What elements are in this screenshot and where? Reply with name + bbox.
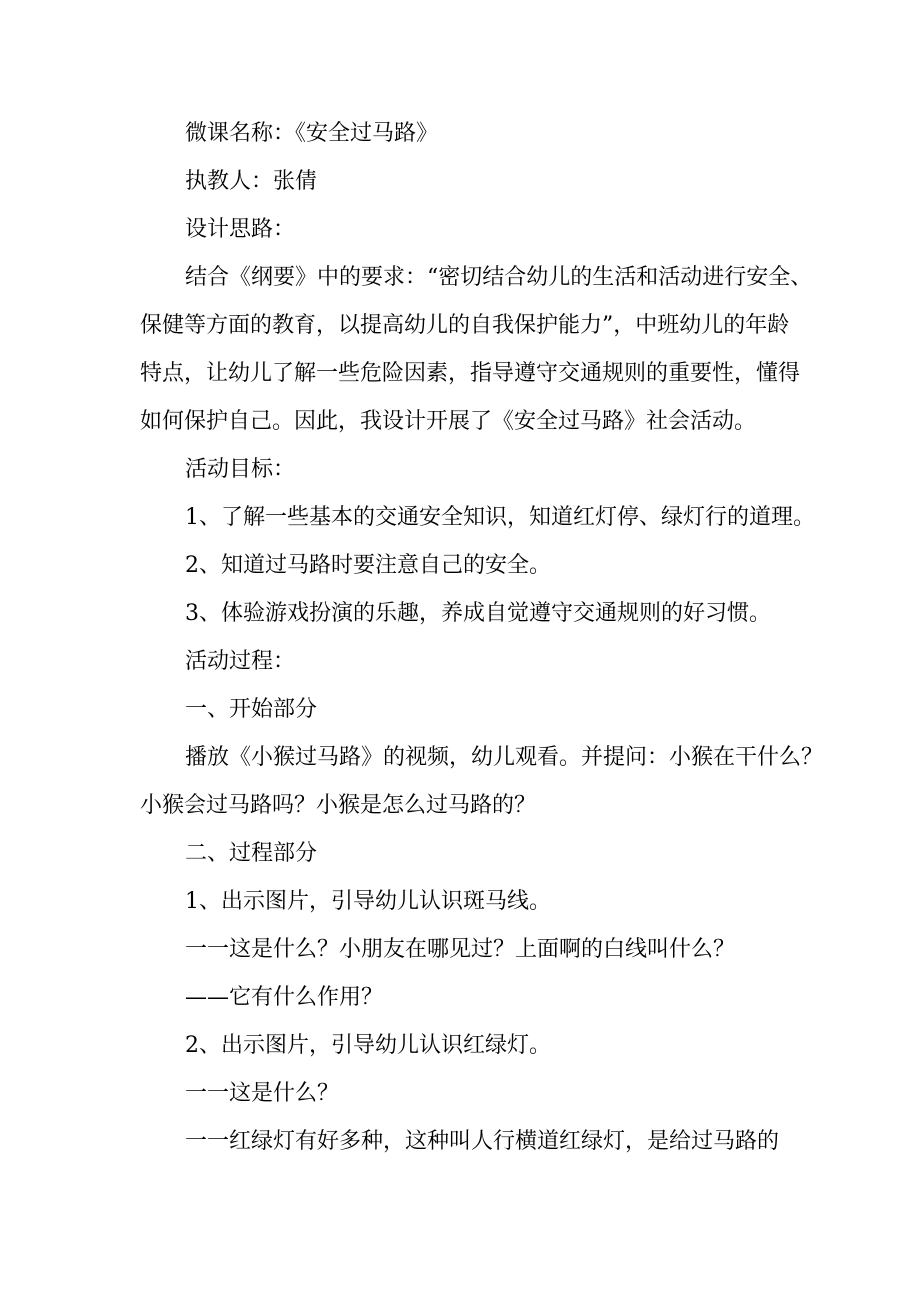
design-para-line: 特点，让幼儿了解一些危险因素，指导遵守交通规则的重要性，懂得 xyxy=(140,361,801,386)
design-heading: 设计思路： xyxy=(185,217,296,242)
teacher-line: 执教人：张倩 xyxy=(185,169,318,194)
part-two-line: 一一红绿灯有好多种，这种叫人行横道红绿灯，是给过马路的 xyxy=(185,1129,780,1154)
part-two-line: 一一这是什么？小朋友在哪见过？上面啊的白线叫什么？ xyxy=(185,937,736,962)
process-heading: 活动过程： xyxy=(185,649,296,674)
part-one-para-line: 播放《小猴过马路》的视频，幼儿观看。并提问：小猴在干什么？ xyxy=(185,745,824,770)
part-two-line: 2、出示图片，引导幼儿认识红绿灯。 xyxy=(185,1033,551,1058)
part-one-para-line: 小猴会过马路吗？小猴是怎么过马路的？ xyxy=(140,793,537,818)
goal-item: 1、了解一些基本的交通安全知识，知道红灯停、绿灯行的道理。 xyxy=(185,505,815,530)
design-para-line: 如何保护自己。因此，我设计开展了《安全过马路》社会活动。 xyxy=(140,409,757,434)
course-title-line: 微课名称：《安全过马路》 xyxy=(185,121,439,146)
part-two-line: ——它有什么作用？ xyxy=(185,985,384,1010)
part-one-heading: 一、开始部分 xyxy=(185,697,318,722)
part-two-heading: 二、过程部分 xyxy=(185,841,318,866)
part-two-line: 一一这是什么？ xyxy=(185,1081,340,1106)
goals-heading: 活动目标： xyxy=(185,457,296,482)
design-para-line: 保健等方面的教育，以提高幼儿的自我保护能力”，中班幼儿的年龄 xyxy=(140,313,790,338)
goal-item: 2、知道过马路时要注意自己的安全。 xyxy=(185,553,551,578)
goal-item: 3、体验游戏扮演的乐趣，养成自觉遵守交通规则的好习惯。 xyxy=(185,601,771,626)
design-para-line: 结合《纲要》中的要求：“密切结合幼儿的生活和活动进行安全、 xyxy=(185,265,813,290)
part-two-line: 1、出示图片，引导幼儿认识斑马线。 xyxy=(185,889,551,914)
